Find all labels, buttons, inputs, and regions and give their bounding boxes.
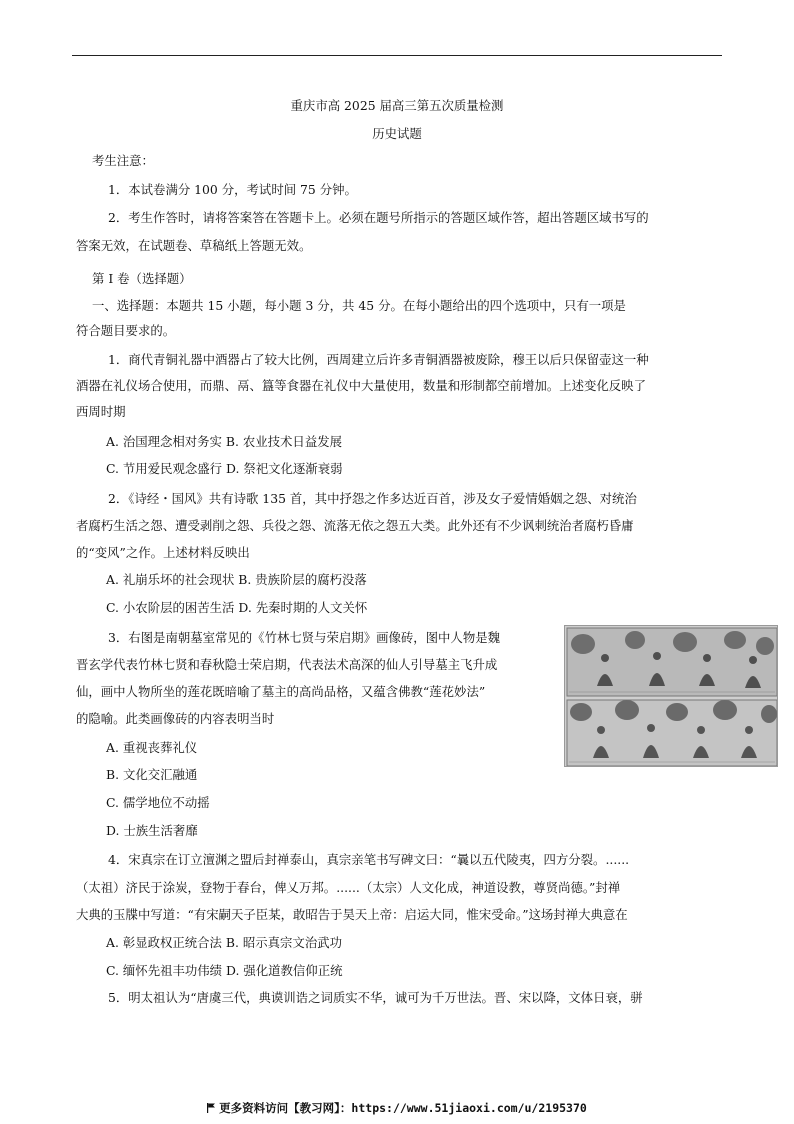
q3-option-a: A. 重视丧葬礼仪 bbox=[106, 740, 198, 755]
q2-stem: 2．《诗经・国风》共有诗歌 135 首，其中抒怨之作多达近百首，涉及女子爱情婚姻之怨、对统治 bbox=[108, 491, 637, 506]
q3-stem-2: 晋玄学代表竹林七贤和春秋隐士荣启期，代表法术高深的仙人引导墓主飞升成 bbox=[76, 657, 498, 672]
q1-stem-2: 酒器在礼仪场合使用，而鼎、鬲、簋等食器在礼仪中大量使用，数量和形制都空前增加。上述变化反映了 bbox=[76, 378, 646, 393]
q1-options-cd: C. 节用爱民观念盛行 D. 祭祀文化逐渐衰弱 bbox=[106, 461, 343, 476]
q3-stem: 3．右图是南朝墓室常见的《竹林七贤与荣启期》画像砖，图中人物是魏 bbox=[108, 630, 500, 645]
q3-stem-4: 的隐喻。此类画像砖的内容表明当时 bbox=[76, 711, 275, 726]
q2-stem-3: 的“变风”之作。上述材料反映出 bbox=[76, 545, 250, 560]
note-item-2: 2．考生作答时，请将答案答在答题卡上。必须在题号所指示的答题区域作答，超出答题区域书写的 bbox=[108, 210, 649, 225]
q4-stem: 4．宋真宗在订立澶渊之盟后封禅泰山，真宗亲笔书写碑文曰：“曩以五代陵夷，四方分裂。...... bbox=[108, 852, 630, 867]
top-rule bbox=[72, 55, 722, 56]
q5-stem: 5．明太祖认为“唐虞三代，典谟训诰之词质实不华，诚可为千万世法。晋、宋以降，文体日衰，骈 bbox=[108, 990, 643, 1005]
section-intro: 一、选择题：本题共 15 小题，每小题 3 分，共 45 分。在每小题给出的四个选项中，只有一项是 bbox=[92, 298, 626, 313]
q3-stem-3: 仙，画中人物所坐的莲花既暗喻了墓主的高尚品格，又蕴含佛教“莲花妙法” bbox=[76, 684, 486, 699]
footer-text: 更多资料访问【教习网】：https://www.51jiaoxi.com/u/2195370 bbox=[219, 1101, 587, 1115]
footer-link[interactable] bbox=[0, 1100, 794, 1116]
q1-options-ab: A. 治国理念相对务实 B. 农业技术日益发展 bbox=[106, 434, 342, 449]
flag-icon bbox=[207, 1103, 215, 1113]
note-item-1: 1．本试卷满分 100 分，考试时间 75 分钟。 bbox=[108, 182, 357, 197]
q4-options-cd: C. 缅怀先祖丰功伟绩 D. 强化道教信仰正统 bbox=[106, 963, 343, 978]
q4-stem-2: （太祖）济民于涂炭，登物于春台，俾乂万邦。......（太宗）人文化成，神道设教，尊贤尚德。”封禅 bbox=[76, 880, 621, 895]
q1-stem-3: 西周时期 bbox=[76, 404, 126, 419]
section-label: 第 I 卷（选择题） bbox=[92, 271, 192, 286]
page-title: 重庆市高 2025 届高三第五次质量检测 bbox=[290, 98, 504, 113]
q4-options-ab: A. 彰显政权正统合法 B. 昭示真宗文治武功 bbox=[106, 935, 342, 950]
section-intro-cont: 符合题目要求的。 bbox=[76, 323, 176, 338]
q3-option-b: B. 文化交汇融通 bbox=[106, 767, 198, 782]
notes-heading: 考生注意： bbox=[92, 153, 154, 168]
q3-option-c: C. 儒学地位不动摇 bbox=[106, 795, 210, 810]
q2-options-ab: A. 礼崩乐坏的社会现状 B. 贵族阶层的腐朽没落 bbox=[106, 572, 367, 587]
q2-options-cd: C. 小农阶层的困苦生活 D. 先秦时期的人文关怀 bbox=[106, 600, 368, 615]
q3-option-d: D. 士族生活奢靡 bbox=[106, 823, 198, 838]
q1-stem: 1．商代青铜礼器中酒器占了较大比例，西周建立后许多青铜酒器被废除，穆王以后只保留壶这一种 bbox=[108, 352, 649, 367]
brick-relief-image bbox=[564, 625, 778, 767]
q4-stem-3: 大典的玉牒中写道：“有宋嗣天子臣某，敢昭告于昊天上帝：启运大同，惟宋受命。”这场封禅大典意在 bbox=[76, 907, 628, 922]
note-item-2-cont: 答案无效，在试题卷、草稿纸上答题无效。 bbox=[76, 238, 312, 253]
q2-stem-2: 者腐朽生活之怨、遭受剥削之怨、兵役之怨、流落无依之怨五大类。此外还有不少讽刺统治者腐朽昏庸 bbox=[76, 518, 634, 533]
subject-title: 历史试题 bbox=[372, 126, 422, 141]
